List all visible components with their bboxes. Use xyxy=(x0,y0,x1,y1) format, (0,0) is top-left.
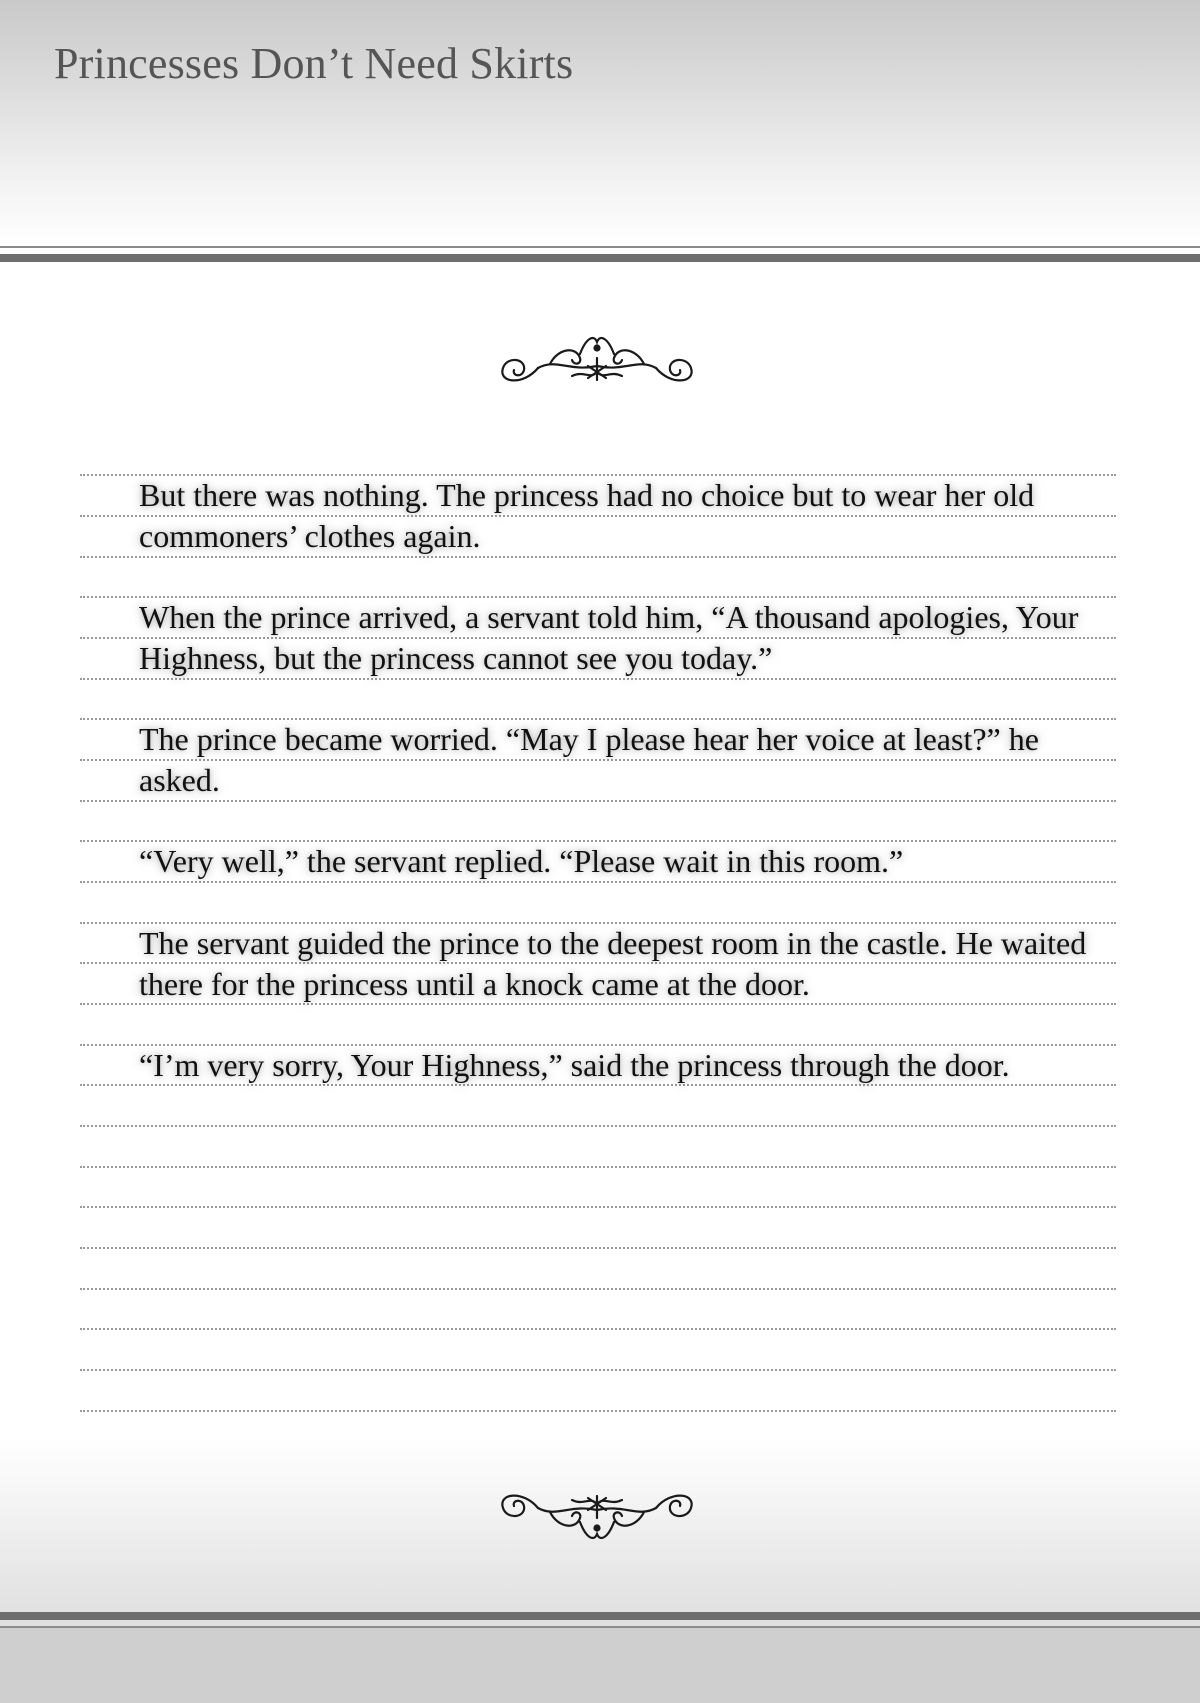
story-paragraph: But there was nothing. The princess had no choice but to wear her old commoners’ clothes again. xyxy=(139,477,1035,554)
book-title: Princesses Don’t Need Skirts xyxy=(54,39,574,88)
story-paragraph: The servant guided the prince to the deepest room in the castle. He waited there for the princess until a knock came at the door. xyxy=(139,925,1087,1002)
story-paragraph: The prince became worried. “May I please hear her voice at least?” he asked. xyxy=(139,721,1039,798)
footer-band xyxy=(0,1628,1200,1703)
flourish-ornament-icon xyxy=(498,1480,696,1548)
story-paragraph: When the prince arrived, a servant told him, “A thousand apologies, Your Highness, but the princess cannot see you today.” xyxy=(139,599,1079,676)
footer-rule-thick xyxy=(0,1612,1200,1620)
story-paragraph: “Very well,” the servant replied. “Please wait in this room.” xyxy=(139,843,904,879)
story-paragraph: “I’m very sorry, Your Highness,” said the princess through the door. xyxy=(139,1047,1010,1083)
